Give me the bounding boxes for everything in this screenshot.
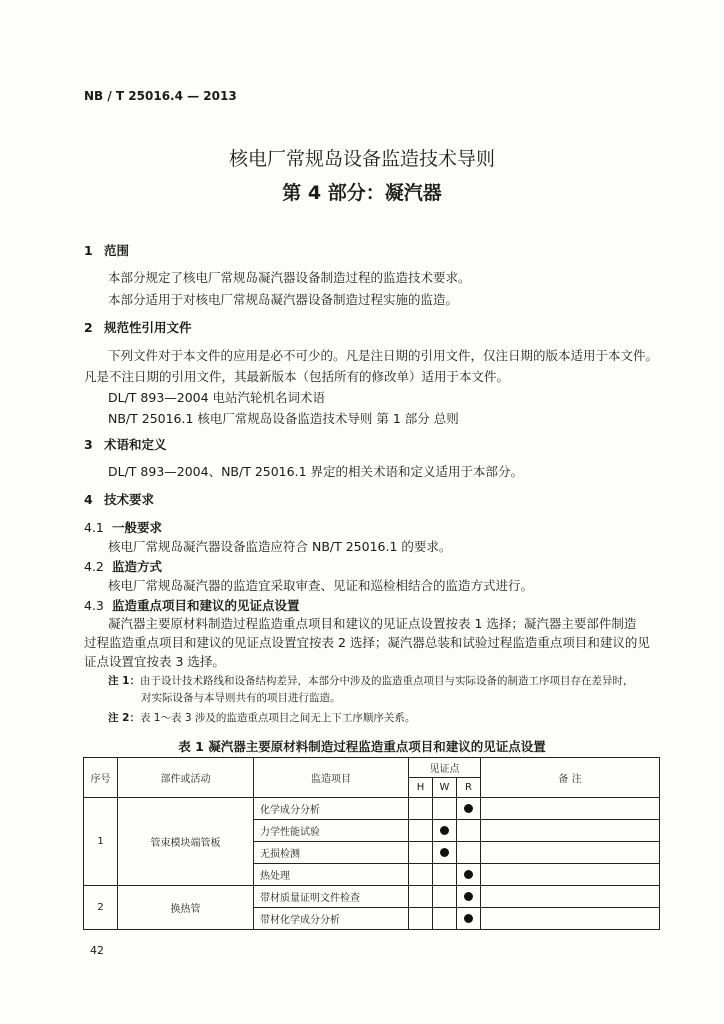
cell-witness-w — [433, 908, 457, 930]
cell-witness-w — [433, 798, 457, 820]
paragraph: 下列文件对于本文件的应用是必不可少的。凡是注日期的引用文件，仅注日期的版本适用于本文件。 — [108, 348, 659, 363]
cell-witness-w — [433, 820, 457, 842]
col-header-item: 监造项目 — [254, 758, 409, 798]
paragraph: 本部分适用于对核电厂常规岛凝汽器设备制造过程实施的监造。 — [108, 292, 459, 307]
section-1-heading — [84, 241, 129, 259]
table-row — [84, 798, 660, 820]
cell-witness-r — [457, 908, 481, 930]
subsection-4-3-heading — [84, 596, 300, 614]
cell-witness-h — [409, 820, 433, 842]
cell-witness-h — [409, 864, 433, 886]
section-title: 范围 — [104, 243, 130, 258]
witness-point-dot — [440, 826, 449, 835]
cell-seq: 1 — [84, 798, 118, 886]
cell-remark — [481, 908, 660, 930]
cell-part: 管束模块端管板 — [118, 798, 254, 886]
cell-witness-w — [433, 864, 457, 886]
section-3-heading — [84, 435, 167, 453]
section-number: 2 — [84, 320, 93, 335]
col-header-r: R — [457, 778, 481, 798]
table-body — [84, 798, 660, 930]
subsection-title: 一般要求 — [112, 520, 163, 535]
table-caption: 表 1 凝汽器主要原材料制造过程监造重点项目和建议的见证点设置 — [178, 739, 546, 754]
cell-item: 带材质量证明文件检查 — [254, 886, 409, 908]
document-subtitle: 第 4 部分：凝汽器 — [282, 182, 442, 204]
cell-witness-w — [433, 842, 457, 864]
note-text: 表 1～表 3 涉及的监造重点项目之间无上下工序顺序关系。 — [139, 712, 416, 724]
cell-remark — [481, 820, 660, 842]
document-title: 核电厂常规岛设备监造技术导则 — [228, 148, 495, 170]
cell-item: 带材化学成分分析 — [254, 908, 409, 930]
col-header-seq: 序号 — [84, 758, 118, 798]
subsection-title: 监造方式 — [112, 559, 163, 574]
paragraph: 核电厂常规岛凝汽器的监造宜采取审查、见证和巡检相结合的监造方式进行。 — [108, 578, 534, 593]
subsection-number: 4.2 — [84, 559, 104, 574]
section-4-heading — [84, 490, 154, 508]
cell-item: 力学性能试验 — [254, 820, 409, 842]
note-1 — [108, 673, 633, 688]
page-number: 42 — [90, 944, 104, 957]
reference-entry: NB/T 25016.1 核电厂常规岛设备监造技术导则 第 1 部分 总则 — [108, 411, 459, 426]
cell-witness-h — [409, 908, 433, 930]
subsection-4-1-heading — [84, 518, 162, 536]
cell-remark — [481, 842, 660, 864]
cell-part: 换热管 — [118, 886, 254, 930]
col-header-h: H — [409, 778, 433, 798]
col-header-part: 部件或活动 — [118, 758, 254, 798]
note-text: 由于设计技术路线和设备结构差异，本部分中涉及的监造重点项目与实际设备的制造工序项目存在差异时， — [139, 675, 634, 687]
section-title: 规范性引用文件 — [104, 320, 192, 335]
cell-item: 化学成分分析 — [254, 798, 409, 820]
cell-seq: 2 — [84, 886, 118, 930]
witness-point-dot — [464, 870, 473, 879]
paragraph: 凝汽器主要原材料制造过程监造重点项目和建议的见证点设置按表 1 选择；凝汽器主要部件制造 — [108, 616, 637, 631]
cell-witness-w — [433, 886, 457, 908]
section-number: 1 — [84, 243, 93, 258]
cell-remark — [481, 864, 660, 886]
witness-point-dot — [464, 892, 473, 901]
section-2-heading — [84, 318, 192, 336]
section-number: 4 — [84, 492, 93, 507]
cell-witness-r — [457, 798, 481, 820]
cell-witness-h — [409, 798, 433, 820]
cell-item: 热处理 — [254, 864, 409, 886]
subsection-number: 4.3 — [84, 598, 104, 613]
col-header-witness: 见证点 — [409, 758, 481, 778]
note-1-continued: 对实际设备与本导则共有的项目进行监造。 — [141, 692, 341, 704]
cell-witness-r — [457, 842, 481, 864]
witness-point-dot — [464, 804, 473, 813]
col-header-w: W — [433, 778, 457, 798]
witness-point-table — [83, 757, 660, 930]
section-number: 3 — [84, 437, 93, 452]
witness-point-dot — [464, 914, 473, 923]
paragraph: 本部分规定了核电厂常规岛凝汽器设备制造过程的监造技术要求。 — [108, 270, 471, 285]
subsection-number: 4.1 — [84, 520, 104, 535]
section-title: 术语和定义 — [104, 437, 167, 452]
note-label: 注 2： — [108, 712, 140, 724]
cell-witness-r — [457, 864, 481, 886]
reference-entry: DL/T 893—2004 电站汽轮机名词术语 — [108, 390, 326, 405]
table-row — [84, 886, 660, 908]
cell-witness-r — [457, 886, 481, 908]
note-label: 注 1： — [108, 675, 140, 687]
table-container — [80, 755, 664, 931]
cell-item: 无损检测 — [254, 842, 409, 864]
paragraph: 核电厂常规岛凝汽器设备监造应符合 NB/T 25016.1 的要求。 — [108, 539, 452, 554]
cell-witness-h — [409, 886, 433, 908]
subsection-4-2-heading — [84, 557, 162, 575]
section-title: 技术要求 — [104, 492, 155, 507]
standard-code-header: NB / T 25016.4 — 2013 — [84, 89, 237, 103]
paragraph: 过程监造重点项目和建议的见证点设置宜按表 2 选择；凝汽器总装和试验过程监造重点项目和建议的见 — [84, 635, 650, 650]
paragraph: 证点设置宜按表 3 选择。 — [84, 654, 225, 669]
paragraph: DL/T 893—2004、NB/T 25016.1 界定的相关术语和定义适用于本部分。 — [108, 464, 523, 479]
cell-remark — [481, 798, 660, 820]
note-2 — [108, 710, 415, 725]
cell-witness-h — [409, 842, 433, 864]
subsection-title: 监造重点项目和建议的见证点设置 — [112, 598, 300, 613]
col-header-remark: 备 注 — [481, 758, 660, 798]
paragraph: 凡是不注日期的引用文件，其最新版本（包括所有的修改单）适用于本文件。 — [84, 369, 510, 384]
cell-witness-r — [457, 820, 481, 842]
witness-point-dot — [440, 848, 449, 857]
cell-remark — [481, 886, 660, 908]
